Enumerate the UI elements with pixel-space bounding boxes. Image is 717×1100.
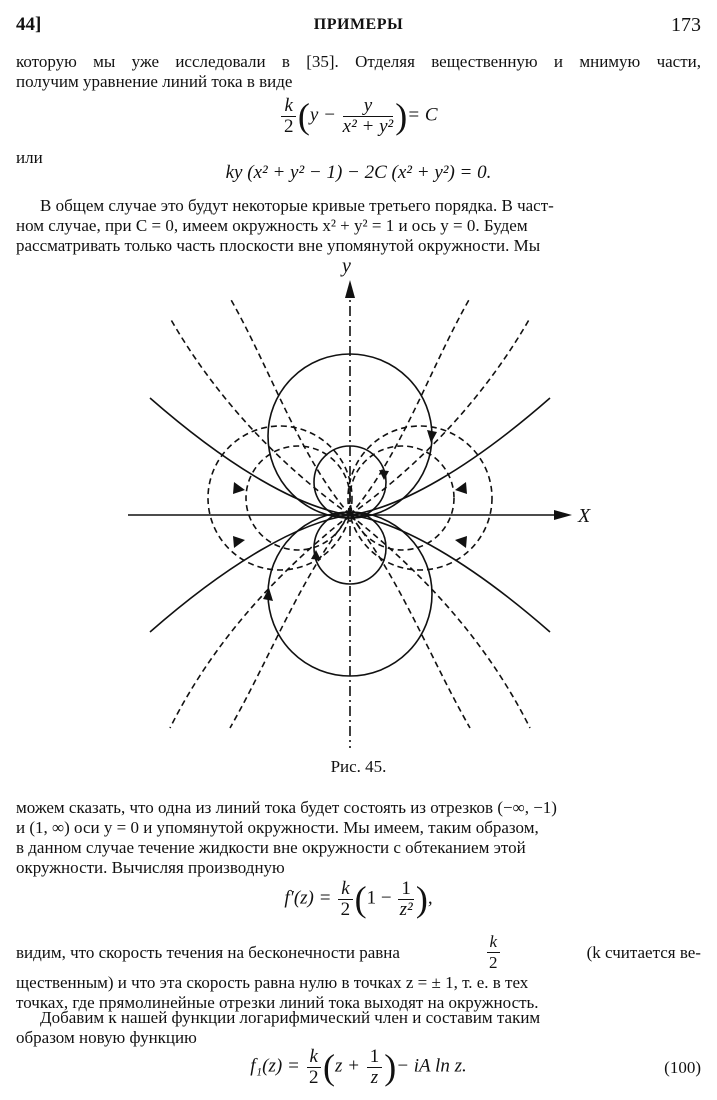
fraction: $\frac{1}{z}$ bbox=[367, 1047, 383, 1088]
text-line: в данном случае течение жидкости вне окружности с обтеканием этой bbox=[16, 838, 526, 857]
text-line: щественным) и что эта скорость равна нулю в точках z = ± 1, т. е. в тех bbox=[16, 973, 529, 992]
text-line: получим уравнение линий тока в виде bbox=[16, 72, 293, 91]
equation-derivative: f′(z) = $\frac{k}{2}$ (1 − $\frac{1}{\text{z²}}$ ), bbox=[284, 877, 433, 920]
text-line: которую мы уже исследовали в [35]. Отделяя вещественную и мнимую части, bbox=[16, 52, 701, 71]
dashed-curve bbox=[170, 318, 350, 515]
equation-cubic: ky (x² + y² − 1) − 2C (x² + y²) = 0. bbox=[225, 162, 492, 183]
text-line: Добавим к нашей функции логарифмический член и составим таким bbox=[40, 1008, 541, 1027]
page-number: 173 bbox=[671, 14, 701, 36]
or-word: или bbox=[16, 148, 43, 167]
equation-term: y − bbox=[309, 104, 336, 126]
dashed-curve bbox=[350, 318, 530, 515]
paragraph-1 bbox=[16, 52, 701, 92]
figure-45-streamlines bbox=[120, 258, 600, 748]
paragraph-4: видим, что скорость течения на бесконечности равна $\frac{k}{2}$ (k считается ве- щественным) и что эта скорость равна нулю в точках z = ± 1, т. е. в тех точках, где прямолинейные отрезки линий тока выходят на окружность. bbox=[16, 932, 701, 1012]
arrow-marker bbox=[263, 588, 273, 601]
running-title: ПРИМЕРЫ bbox=[313, 16, 404, 33]
text-line: В общем случае это будут некоторые кривые третьего порядка. В част- bbox=[40, 196, 554, 215]
arrow-marker bbox=[455, 536, 467, 548]
text-line: рассматривать только часть плоскости вне упомянутой окружности. Мы bbox=[16, 236, 541, 255]
fraction: $\frac{k}{2}$ bbox=[338, 879, 352, 920]
y-axis-label: y bbox=[342, 258, 351, 277]
text-line: окружности. Вычисляя производную bbox=[16, 858, 285, 877]
arrow-marker bbox=[379, 470, 389, 480]
text-line: можем сказать, что одна из линий тока будет состоять из отрезков (−∞, −1) bbox=[16, 798, 557, 817]
fraction: $\frac{k}{2}$ bbox=[281, 96, 295, 137]
arrow-marker bbox=[233, 482, 245, 494]
y-axis-arrow bbox=[345, 280, 355, 298]
dashed-curve bbox=[350, 515, 530, 728]
arrow-marker bbox=[311, 550, 321, 560]
dashed-circle bbox=[348, 426, 492, 570]
text-line: образом новую функцию bbox=[16, 1028, 197, 1047]
equation-term: = C bbox=[407, 104, 438, 126]
equation-100: f₁(z) = $\frac{k}{2}$ (z + $\frac{1}{z}$ )− iA ln z. bbox=[250, 1045, 467, 1088]
fraction: $\frac{k}{2}$ bbox=[307, 1047, 321, 1088]
equation-stream-lines: $\frac{k}{2}$ (y − $\frac{y}{\text{x² + y²}}$ )= C bbox=[0, 95, 717, 137]
dashed-circle bbox=[350, 446, 454, 550]
dashed-circle bbox=[208, 426, 352, 570]
fraction: $\frac{k}{2}$ bbox=[487, 932, 501, 973]
dashed-circle bbox=[246, 446, 350, 550]
section-number: 44] bbox=[16, 14, 42, 35]
arrow-marker bbox=[455, 482, 467, 494]
text-line: точках, где прямолинейные отрезки линий тока выходят на окружность. bbox=[16, 993, 539, 1012]
fraction: $\frac{1}{\text{z²}}$ bbox=[399, 877, 413, 920]
x-axis-arrow bbox=[554, 510, 572, 520]
paragraph-2 bbox=[16, 196, 701, 256]
dashed-curve bbox=[170, 515, 350, 728]
x-axis-label: X bbox=[578, 505, 591, 527]
paragraph-5 bbox=[16, 1008, 701, 1048]
page-header bbox=[16, 14, 701, 40]
text-line: и (1, ∞) оси y = 0 и упомянутой окружности. Мы имеем, таким образом, bbox=[16, 818, 539, 837]
text-line: ном случае, при C = 0, имеем окружность x² + y² = 1 и ось y = 0. Будем bbox=[16, 216, 528, 235]
fraction: $\frac{y}{\text{x² + y²}}$ bbox=[342, 94, 394, 137]
equation-number: (100) bbox=[664, 1058, 701, 1077]
paragraph-3 bbox=[16, 798, 701, 878]
dashed-curve bbox=[230, 298, 350, 515]
figure-caption: Рис. 45. bbox=[330, 757, 387, 776]
arrow-marker bbox=[233, 536, 245, 548]
